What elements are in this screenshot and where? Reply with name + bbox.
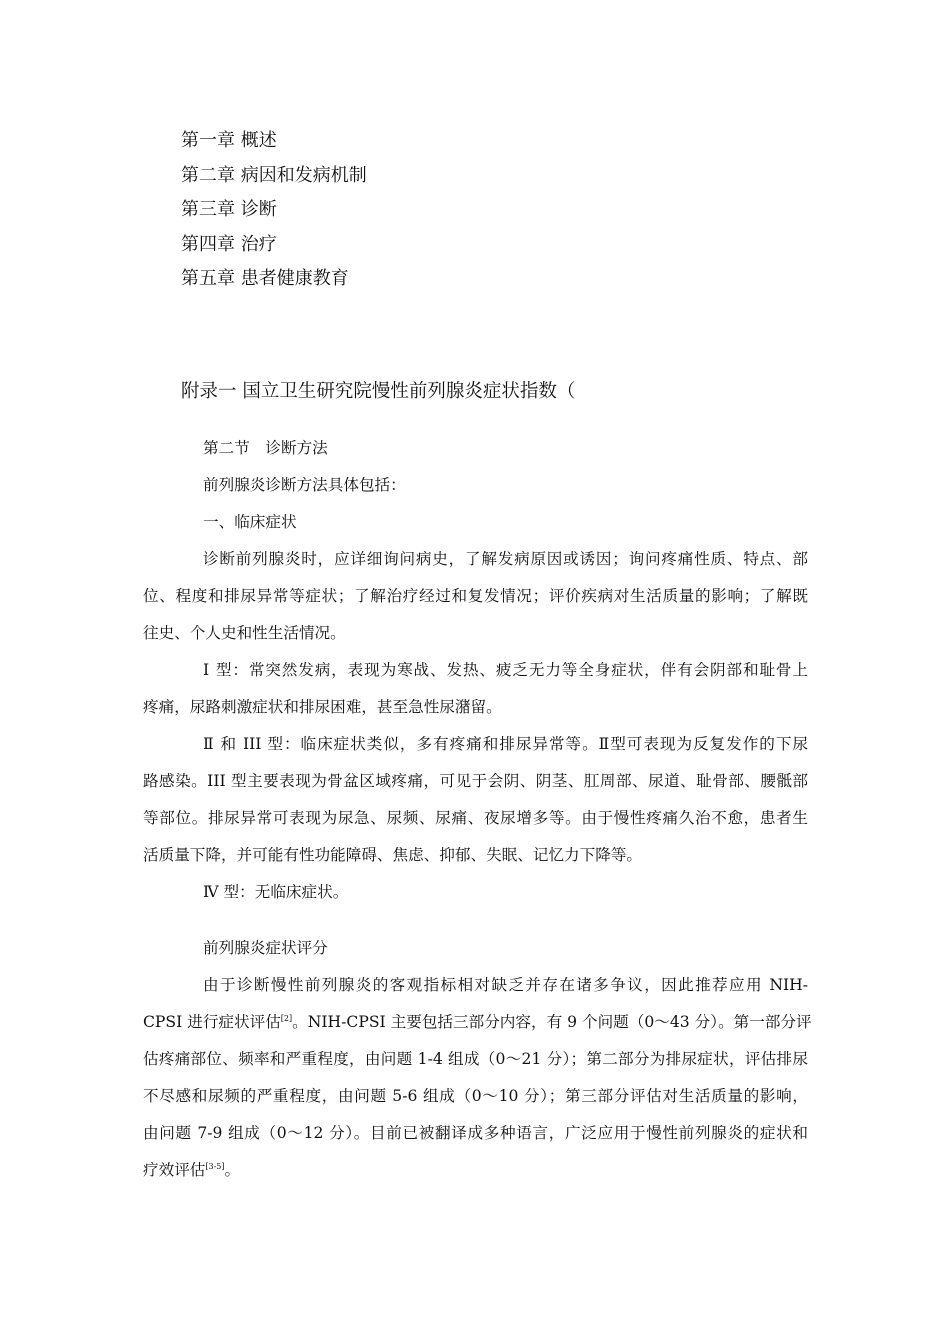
table-of-contents: [181, 124, 367, 297]
section-title: 第二节 诊断方法: [203, 439, 328, 457]
intro-text: 前列腺炎诊断方法具体包括：: [203, 476, 406, 494]
paragraph-line: 路感染。III 型主要表现为骨盆区域疼痛，可见于会阴、阴茎、肛周部、尿道、耻骨部、腰骶部: [143, 772, 808, 790]
paragraph-text: 。: [224, 1161, 241, 1179]
paragraph-line: 估疼痛部位、频率和严重程度，由问题 1-4 组成（0～21 分）；第二部分为排尿症状，评估排尿: [143, 1050, 808, 1068]
paragraph-text: 。NIH-CPSI 主要包括三部分内容，有 9 个问题（0～43 分）。第一部分评: [292, 1013, 812, 1031]
paragraph-line: Ⅳ 型：无临床症状。: [203, 883, 349, 901]
paragraph-line: Ⅱ 和 III 型：临床症状类似，多有疼痛和排尿异常等。Ⅱ型可表现为反复发作的下尿: [203, 735, 808, 753]
citation-ref: [2]: [280, 1013, 293, 1023]
paragraph-line: 疼痛，尿路刺激症状和排尿困难，甚至急性尿潴留。: [143, 698, 502, 716]
paragraph-line: 位、程度和排尿异常等症状；了解治疗经过和复发情况；评价疾病对生活质量的影响；了解既: [143, 587, 808, 605]
paragraph-line: 由于诊断慢性前列腺炎的客观指标相对缺乏并存在诸多争议，因此推荐应用 NIH-: [203, 976, 808, 994]
toc-item-chapter-5: 第五章 患者健康教育: [181, 268, 349, 289]
paragraph-line: 诊断前列腺炎时，应详细询问病史，了解发病原因或诱因；询问疼痛性质、特点、部: [203, 550, 808, 568]
paragraph-text: CPSI 进行症状评估: [143, 1013, 281, 1031]
paragraph-line: 不尽感和尿频的严重程度，由问题 5-6 组成（0～10 分）；第三部分评估对生活质量的影响，: [143, 1087, 808, 1105]
paragraph-line: 由问题 7-9 组成（0～12 分）。目前已被翻译成多种语言，广泛应用于慢性前列腺炎的症状和: [143, 1124, 808, 1142]
subheading-clinical-symptoms: 一、临床症状: [203, 513, 297, 531]
toc-item-chapter-3: 第三章 诊断: [181, 199, 277, 220]
toc-item-chapter-4: 第四章 治疗: [181, 233, 277, 255]
paragraph-line: [143, 1158, 240, 1180]
citation-ref: [3-5]: [205, 1161, 225, 1171]
paragraph-line: 往史、个人史和性生活情况。: [143, 624, 346, 642]
paragraph-line: 等部位。排尿异常可表现为尿急、尿频、尿痛、夜尿增多等。由于慢性疼痛久治不愈，患者生: [143, 809, 808, 827]
paragraph-line: 活质量下降，并可能有性功能障碍、焦虑、抑郁、失眠、记忆力下降等。: [143, 846, 643, 864]
paragraph-text: 疗效评估: [143, 1161, 206, 1179]
subheading-symptom-score: 前列腺炎症状评分: [203, 939, 328, 957]
toc-item-chapter-2: 第二章 病因和发病机制: [181, 164, 367, 186]
paragraph-line: Ⅰ 型：常突然发病，表现为寒战、发热、疲乏无力等全身症状，伴有会阴部和耻骨上: [203, 661, 808, 679]
appendix-title: 附录一 国立卫生研究院慢性前列腺炎症状指数（: [181, 381, 576, 402]
paragraph-line: [143, 1010, 812, 1032]
toc-item-chapter-1: 第一章 概述: [181, 130, 277, 151]
